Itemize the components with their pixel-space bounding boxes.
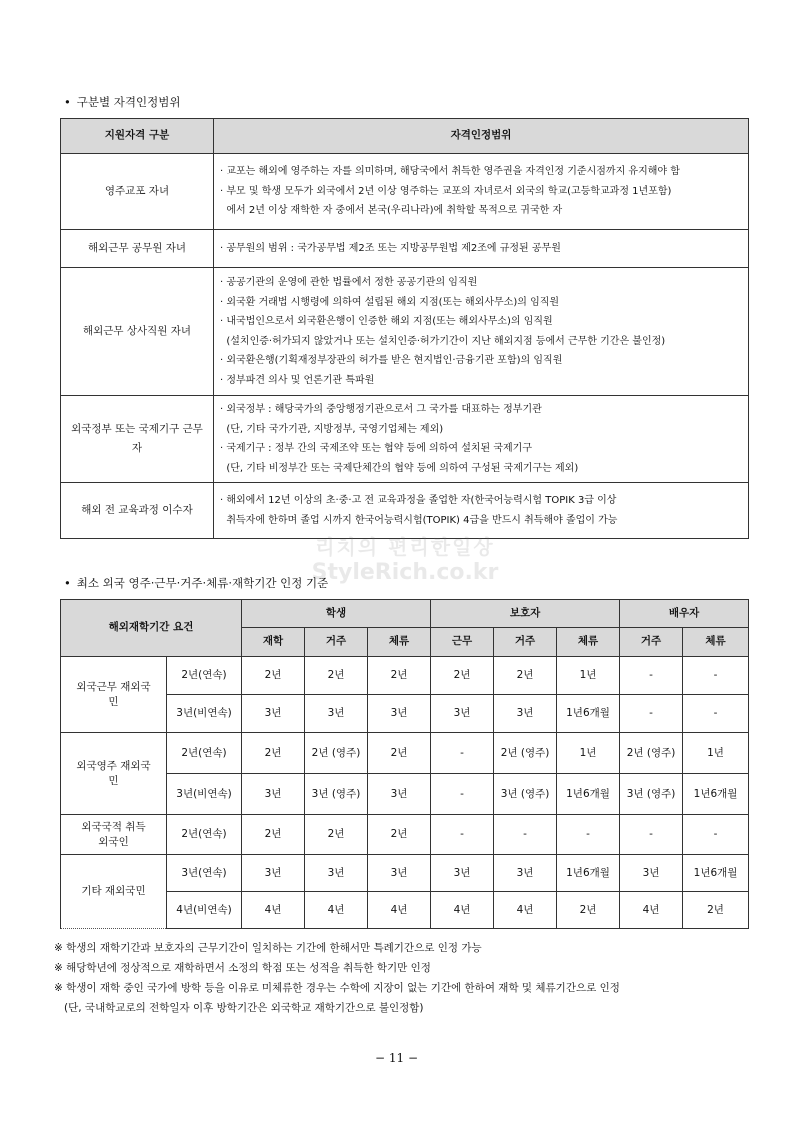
period-value: 3년 (영주)	[305, 774, 368, 815]
period-value: 2년	[305, 815, 368, 855]
watermark: 리치의 편리한일상 StyleRich.co.kr	[311, 535, 499, 585]
period-value: 1년6개월	[557, 695, 620, 733]
header-group-spouse: 배우자	[620, 600, 749, 628]
footnote: ※ 해당학년에 정상적으로 재학하면서 소정의 학점 또는 성적을 취득한 학기만 인정	[54, 962, 431, 974]
subheader: 거주	[305, 628, 368, 657]
period-value: 2년 (영주)	[305, 733, 368, 774]
scope-row	[61, 483, 749, 539]
eligibility-category: 해외근무 상사직원 자녀	[61, 268, 214, 396]
period-value: 2년 (영주)	[494, 733, 557, 774]
study-period: 2년(연속)	[167, 657, 242, 695]
scope-line: · 해외에서 12년 이상의 초·중·고 전 교육과정을 졸업한 자(한국어능력시험 TOPIK 3급 이상	[220, 495, 617, 506]
study-period: 2년(연속)	[167, 733, 242, 774]
footnotes	[54, 938, 754, 1018]
header-eligibility-type: 지원자격 구분	[61, 119, 214, 154]
subheader: 체류	[683, 628, 749, 657]
period-value: 1년6개월	[683, 774, 749, 815]
residency-group: 외국근무 재외국민	[61, 657, 167, 733]
scope-line: (단, 기타 국가기관, 지방정부, 국영기업체는 제외)	[220, 423, 444, 435]
period-value: 2년	[368, 657, 431, 695]
scope-line: · 공무원의 범위 : 국가공무법 제2조 또는 지방공무원법 제2조에 규정된 공무원	[220, 242, 561, 254]
period-value: 3년	[494, 695, 557, 733]
period-value: 3년	[242, 774, 305, 815]
period-value: 4년	[368, 892, 431, 929]
period-value: 4년	[242, 892, 305, 929]
study-period: 3년(연속)	[167, 855, 242, 892]
section-2-title: • 최소 외국 영주·근무·거주·체류·재학기간 인정 기준	[64, 576, 329, 590]
footnote: ※ 학생이 재학 중인 국가에 방학 등을 이유로 미체류한 경우는 수학에 지장이 없는 기간에 한하여 재학 및 체류기간으로 인정	[54, 982, 620, 994]
table-row	[61, 657, 749, 695]
residency-group: 외국영주 재외국민	[61, 733, 167, 815]
period-value: 3년	[368, 855, 431, 892]
period-value: 2년 (영주)	[620, 733, 683, 774]
scope-row	[61, 154, 749, 230]
period-value: -	[431, 733, 494, 774]
table-row	[61, 855, 749, 892]
study-period: 2년(연속)	[167, 815, 242, 855]
subheader: 재학	[242, 628, 305, 657]
period-value: -	[683, 695, 749, 733]
scope-line: · 국제기구 : 정부 간의 국제조약 또는 협약 등에 의하여 설치된 국제기구	[220, 443, 532, 454]
period-value: -	[620, 815, 683, 855]
period-value: 1년6개월	[557, 774, 620, 815]
period-value: 4년	[620, 892, 683, 929]
subheader: 체류	[368, 628, 431, 657]
period-value: 2년	[494, 657, 557, 695]
period-value: 2년	[305, 657, 368, 695]
table-row	[61, 733, 749, 774]
scope-line: · 외국환 거래법 시행령에 의하여 설립된 해외 지점(또는 해외사무소)의 임직원	[220, 296, 560, 308]
period-value: -	[683, 657, 749, 695]
period-value: 3년	[431, 855, 494, 892]
header-group-student: 학생	[242, 600, 431, 628]
period-value: 2년	[242, 733, 305, 774]
period-value: -	[431, 774, 494, 815]
scope-description	[214, 268, 749, 396]
scope-row	[61, 268, 749, 396]
eligibility-category: 외국정부 또는 국제기구 근무자	[61, 396, 214, 483]
bullet-icon: •	[64, 95, 71, 109]
scope-line: · 정부파견 의사 및 언론기관 특파원	[220, 374, 375, 386]
scope-line: 에서 2년 이상 재학한 자 중에서 본국(우리나라)에 취학할 목적으로 귀국한 자	[220, 205, 563, 217]
period-value: 1년	[557, 657, 620, 695]
period-value: 4년	[431, 892, 494, 929]
period-value: -	[557, 815, 620, 855]
period-value: 3년 (영주)	[620, 774, 683, 815]
period-value: 2년	[368, 815, 431, 855]
period-value: -	[431, 815, 494, 855]
eligibility-scope-table	[60, 118, 749, 539]
period-value: -	[683, 815, 749, 855]
period-value: 4년	[305, 892, 368, 929]
period-value: 1년	[557, 733, 620, 774]
subheader: 체류	[557, 628, 620, 657]
period-value: -	[620, 657, 683, 695]
period-value: -	[620, 695, 683, 733]
header-overseas-study-requirement: 해외재학기간 요건	[61, 600, 242, 657]
eligibility-category: 해외근무 공무원 자녀	[61, 230, 214, 268]
period-value: 2년	[557, 892, 620, 929]
period-value: 2년	[683, 892, 749, 929]
footnote: (단, 국내학교로의 전학일자 이후 방학기간은 외국학교 재학기간으로 불인정함)	[54, 1002, 424, 1014]
study-period: 3년(비연속)	[167, 774, 242, 815]
period-value: 3년	[242, 855, 305, 892]
subheader: 근무	[431, 628, 494, 657]
period-value: 1년	[683, 733, 749, 774]
section-1-title: • 구분별 자격인정범위	[64, 95, 181, 109]
header-group-guardian: 보호자	[431, 600, 620, 628]
period-value: 3년	[368, 774, 431, 815]
study-period: 3년(비연속)	[167, 695, 242, 733]
scope-line: · 외국정부 : 해당국가의 중앙행정기관으로서 그 국가를 대표하는 정부기관	[220, 404, 542, 415]
period-value: 2년	[368, 733, 431, 774]
period-value: 3년	[242, 695, 305, 733]
scope-row	[61, 230, 749, 268]
page-number: − 11 −	[374, 1051, 418, 1065]
footnote: ※ 학생의 재학기간과 보호자의 근무기간이 일치하는 기간에 한해서만 특례기간으로 인정 가능	[54, 942, 482, 954]
eligibility-category: 영주교포 자녀	[61, 154, 214, 230]
residency-group: 기타 재외국민	[61, 855, 167, 929]
period-value: 2년	[431, 657, 494, 695]
scope-line: · 교포는 해외에 영주하는 자를 의미하며, 해당국에서 취득한 영주권을 자격인정 기준시점까지 유지해야 함	[220, 166, 680, 178]
table-row	[61, 815, 749, 855]
period-value: 4년	[494, 892, 557, 929]
scope-line: · 외국환은행(기획재정부장관의 허가를 받은 현지법인·금융기관 포함)의 임직원	[220, 355, 563, 366]
residency-group: 외국국적 취득 외국인	[61, 815, 167, 855]
scope-line: · 공공기관의 운영에 관한 법률에서 정한 공공기관의 임직원	[220, 277, 478, 288]
period-value: -	[494, 815, 557, 855]
period-value: 1년6개월	[557, 855, 620, 892]
subheader: 거주	[620, 628, 683, 657]
period-value: 3년	[620, 855, 683, 892]
period-value: 3년	[368, 695, 431, 733]
scope-description	[214, 230, 749, 268]
scope-description	[214, 483, 749, 539]
scope-line: (설치인증·허가되지 않았거나 또는 설치인증·허가기간이 지난 해외지점 등에서 근무한 기간은 불인정)	[220, 335, 666, 347]
period-value: 3년	[494, 855, 557, 892]
scope-line: 취득자에 한하며 졸업 시까지 한국어능력시험(TOPIK) 4급을 반드시 취득해야 졸업이 가능	[220, 514, 618, 526]
period-value: 3년	[431, 695, 494, 733]
minimum-period-table	[60, 599, 749, 929]
scope-line: · 내국법인으로서 외국환은행이 인증한 해외 지점(또는 해외사무소)의 임직원	[220, 316, 553, 327]
scope-description	[214, 154, 749, 230]
bullet-icon: •	[64, 576, 71, 590]
period-value: 3년	[305, 855, 368, 892]
eligibility-category: 해외 전 교육과정 이수자	[61, 483, 214, 539]
scope-line: · 부모 및 학생 모두가 외국에서 2년 이상 영주하는 교포의 자녀로서 외국의 학교(고등학교과정 1년포함)	[220, 185, 672, 197]
subheader: 거주	[494, 628, 557, 657]
scope-row	[61, 396, 749, 483]
header-scope: 자격인정범위	[214, 119, 749, 154]
period-value: 3년 (영주)	[494, 774, 557, 815]
period-value: 2년	[242, 815, 305, 855]
period-value: 2년	[242, 657, 305, 695]
scope-description	[214, 396, 749, 483]
period-value: 1년6개월	[683, 855, 749, 892]
period-value: 3년	[305, 695, 368, 733]
scope-line: (단, 기타 비정부간 또는 국제단체간의 협약 등에 의하여 구성된 국제기구는 제외)	[220, 462, 579, 474]
study-period: 4년(비연속)	[167, 892, 242, 929]
